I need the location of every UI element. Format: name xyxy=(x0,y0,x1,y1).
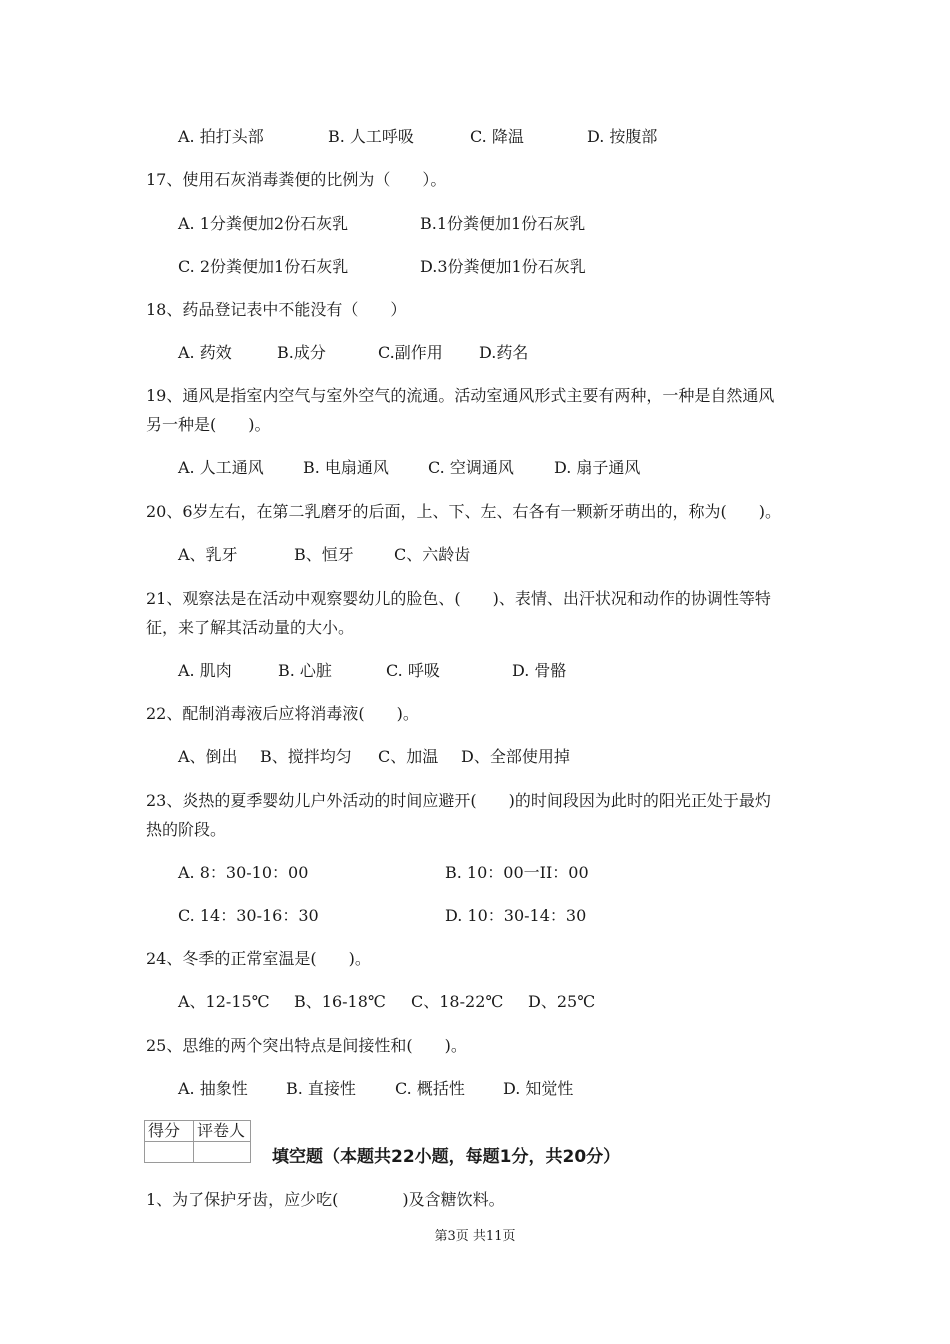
question-19: 19、通风是指室内空气与室外空气的流通。活动室通风形式主要有两种，一种是自然通风 xyxy=(146,386,775,405)
option-a: A. 肌肉 xyxy=(178,661,232,680)
option-b: B. 10：00一II：00 xyxy=(445,863,589,882)
option-b: B.1份粪便加1份石灰乳 xyxy=(420,214,586,233)
question-18-options xyxy=(0,343,950,363)
question-21-continued: 征，来了解其活动量的大小。 xyxy=(146,618,355,637)
option-c: C、六龄齿 xyxy=(394,545,471,564)
question-25-options xyxy=(0,1079,950,1099)
option-a: A、12-15℃ xyxy=(178,992,270,1011)
option-d: D. 知觉性 xyxy=(503,1079,574,1098)
grader-label: 评卷人 xyxy=(194,1121,251,1142)
question-22-options xyxy=(0,747,950,767)
option-d: D、25℃ xyxy=(528,992,596,1011)
page-footer: 第3页 共11页 xyxy=(434,1229,516,1244)
question-19-continued: 另一种是( )。 xyxy=(146,415,271,434)
option-b: B、搅拌均匀 xyxy=(260,747,352,766)
question-17-options-row-1 xyxy=(0,214,950,234)
option-c: C、18-22℃ xyxy=(411,992,504,1011)
question-20-options xyxy=(0,545,950,565)
option-d: D.药名 xyxy=(479,343,529,362)
question-24-options xyxy=(0,992,950,1012)
option-a: A. 药效 xyxy=(178,343,232,362)
question-21-options xyxy=(0,661,950,681)
option-b: B. 电扇通风 xyxy=(303,458,389,477)
option-d: D. 扇子通风 xyxy=(554,458,641,477)
score-label: 得分 xyxy=(145,1121,194,1142)
option-b: B. 心脏 xyxy=(278,661,332,680)
score-box xyxy=(144,1120,251,1163)
option-c: C. 呼吸 xyxy=(386,661,440,680)
question-22: 22、配制消毒液后应将消毒液( )。 xyxy=(146,704,419,723)
option-a: A. 8：30-10：00 xyxy=(178,863,309,882)
question-23-options-row-1 xyxy=(0,863,950,883)
option-b: B、16-18℃ xyxy=(294,992,386,1011)
option-b: B. 人工呼吸 xyxy=(328,127,414,146)
option-d: D、全部使用掉 xyxy=(461,747,570,766)
option-b: B、恒牙 xyxy=(294,545,354,564)
option-b: B. 直接性 xyxy=(286,1079,356,1098)
question-23: 23、炎热的夏季婴幼儿户外活动的时间应避开( )的时间段因为此时的阳光正处于最灼 xyxy=(146,791,771,810)
section-title: 填空题（本题共22小题，每题1分，共20分） xyxy=(272,1147,621,1167)
question-17-options-row-2 xyxy=(0,257,950,277)
option-c: C、加温 xyxy=(378,747,439,766)
score-cell xyxy=(145,1142,194,1163)
option-c: C. 2份粪便加1份石灰乳 xyxy=(178,257,349,276)
option-a: A. 拍打头部 xyxy=(178,127,264,146)
question-21: 21、观察法是在活动中观察婴幼儿的脸色、( )、表情、出汗状况和动作的协调性等特 xyxy=(146,589,771,608)
option-d: D. 骨骼 xyxy=(512,661,567,680)
option-a: A、乳牙 xyxy=(178,545,238,564)
question-19-options xyxy=(0,458,950,478)
question-24: 24、冬季的正常室温是( )。 xyxy=(146,949,371,968)
option-a: A. 1分粪便加2份石灰乳 xyxy=(178,214,349,233)
option-d: D.3份粪便加1份石灰乳 xyxy=(420,257,586,276)
option-c: C. 空调通风 xyxy=(428,458,514,477)
option-a: A. 抽象性 xyxy=(178,1079,248,1098)
question-25: 25、思维的两个突出特点是间接性和( )。 xyxy=(146,1036,467,1055)
option-a: A、倒出 xyxy=(178,747,238,766)
prev-question-options xyxy=(0,127,950,147)
option-d: D. 按腹部 xyxy=(587,127,658,146)
question-20: 20、6岁左右，在第二乳磨牙的后面，上、下、左、右各有一颗新牙萌出的，称为( )。 xyxy=(146,502,782,521)
question-17: 17、使用石灰消毒粪便的比例为（ ）。 xyxy=(146,170,447,189)
question-23-options-row-2 xyxy=(0,906,950,926)
option-b: B.成分 xyxy=(277,343,326,362)
fill-question-1: 1、为了保护牙齿，应少吃( )及含糖饮料。 xyxy=(146,1190,505,1209)
option-c: C. 降温 xyxy=(470,127,524,146)
option-c: C.副作用 xyxy=(378,343,443,362)
option-a: A. 人工通风 xyxy=(178,458,264,477)
question-18: 18、药品登记表中不能没有（ ） xyxy=(146,300,407,319)
grader-cell xyxy=(194,1142,251,1163)
question-23-continued: 热的阶段。 xyxy=(146,820,227,839)
option-c: C. 14：30-16：30 xyxy=(178,906,319,925)
option-d: D. 10：30-14：30 xyxy=(445,906,587,925)
option-c: C. 概括性 xyxy=(395,1079,465,1098)
